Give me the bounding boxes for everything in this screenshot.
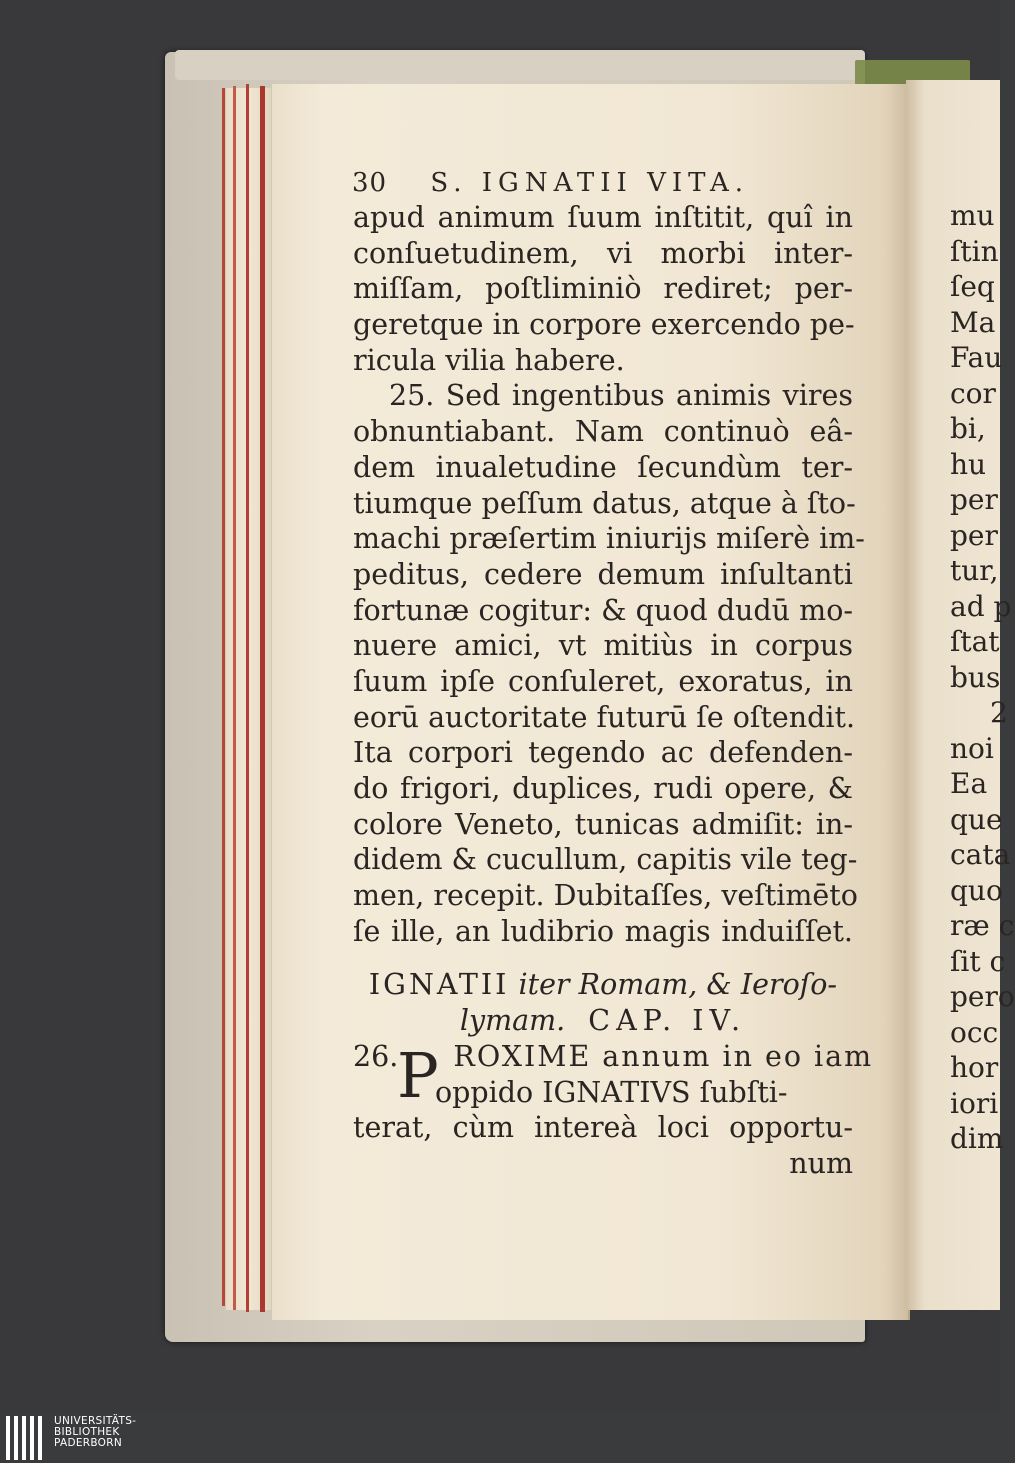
text-fragment: iori xyxy=(950,1086,999,1120)
logo-line: PADERBORN xyxy=(54,1437,122,1449)
text-fragment: bi, xyxy=(950,412,986,445)
text-fragment: quo xyxy=(950,873,1003,907)
chapter-heading-caps: IGNATII xyxy=(368,968,510,1002)
text-fragment: tur, xyxy=(950,554,999,587)
text-fragment: ſeq xyxy=(950,270,995,303)
chapter-heading-italic: iter Romam, & Ieroſo- xyxy=(518,968,838,1002)
text-fragment: Ma xyxy=(950,305,996,339)
text-line: tiumque peſſum datus, atque à ſto- xyxy=(353,486,856,520)
text-line: ſe ille, an ludibrio magis induiſſet. xyxy=(353,914,853,948)
text-line: eorū auctoritate futurū ſe oſtendit. xyxy=(353,700,856,734)
text-fragment: hor xyxy=(950,1051,999,1084)
text-fragment: ROXIME annum in eo iam xyxy=(453,1039,874,1073)
text-line: Ita corpori tegendo ac defenden- xyxy=(353,736,853,770)
red-page-edge xyxy=(222,88,225,1306)
text-fragment: occ xyxy=(950,1015,999,1049)
text-fragment: ad p xyxy=(950,589,1012,623)
red-page-edge xyxy=(260,86,265,1312)
text-line: dem inualetudine ſecundùm ter- xyxy=(353,450,853,484)
red-page-edge xyxy=(233,86,236,1310)
text-fragment: ſit c xyxy=(950,944,1006,978)
text-fragment: per xyxy=(950,483,998,516)
text-line: obnuntiabant. Nam continuò eâ- xyxy=(353,415,853,449)
chapter-heading-italic: lymam. xyxy=(459,1004,566,1038)
text-fragment: per xyxy=(950,518,998,552)
text-fragment: que xyxy=(950,802,1003,836)
chapter-heading xyxy=(353,1003,853,1039)
text-line: conſuetudinem, vi morbi inter- xyxy=(353,236,853,270)
red-page-edge xyxy=(246,84,249,1312)
text-line: colore Veneto, tunicas admiſit: in- xyxy=(353,807,853,841)
running-title: S. IGNATII VITA. xyxy=(430,168,750,198)
text-fragment: Ea xyxy=(950,767,988,800)
text-fragment: ſtat xyxy=(950,625,1000,658)
catchword: num xyxy=(789,1146,853,1180)
text-fragment: 2 xyxy=(990,696,1008,729)
text-line: apud animum ſuum inſtitit, quî in xyxy=(353,201,853,234)
text-line: men, recepit. Dubitaſſes, veſtimēto xyxy=(353,879,858,913)
page-text xyxy=(353,200,874,1182)
text-fragment: Fau xyxy=(950,341,1003,374)
drop-capital: P xyxy=(397,1038,439,1112)
text-fragment: cor xyxy=(950,376,996,410)
text-line: 25. Sed ingentibus animis vires xyxy=(389,379,853,413)
text-fragment: noi xyxy=(950,731,994,765)
text-line: didem & cucullum, capitis vile teg- xyxy=(353,843,858,877)
text-line: peditus, cedere demum inſultanti xyxy=(353,557,853,591)
library-logo-text xyxy=(54,1416,136,1449)
library-logo-icon xyxy=(6,1416,42,1460)
right-page-text xyxy=(950,198,1015,1157)
chapter-number: CAP. IV. xyxy=(588,1004,747,1038)
footer-bar xyxy=(0,1413,1000,1463)
text-line: geretque in corpore exercendo pe- xyxy=(353,308,855,342)
paragraph-26 xyxy=(353,1038,874,1182)
text-fragment: pero xyxy=(950,980,1015,1013)
text-fragment: ræ c xyxy=(950,909,1015,942)
text-fragment: bus xyxy=(950,660,1001,694)
text-line: do frigori, duplices, rudi opere, & xyxy=(353,772,853,805)
text-fragment: mu xyxy=(950,199,995,232)
page-number: 30 xyxy=(352,168,388,198)
text-fragment: dim xyxy=(950,1122,1004,1155)
text-line: ſuum ipſe conſuleret, exoratus, in xyxy=(353,664,853,698)
logo-line: BIBLIOTHEK xyxy=(54,1426,120,1438)
text-fragment: ſtin xyxy=(950,234,999,268)
text-line: fortunæ cogitur: & quod dudū mo- xyxy=(353,593,853,627)
text-line: miſſam, poſtliminiò rediret; per- xyxy=(353,272,853,306)
text-fragment: hu xyxy=(950,447,987,481)
text-line: nuere amici, vt mitiùs in corpus xyxy=(353,629,853,663)
running-header xyxy=(352,168,852,198)
book-cover-top xyxy=(175,50,865,80)
text-fragment: cata xyxy=(950,838,1011,871)
text-line: machi præſertim iniurijs miſerè im- xyxy=(353,522,865,556)
text-line: ricula vilia habere. xyxy=(353,343,625,377)
text-line: terat, cùm intereà loci opportu- xyxy=(353,1111,853,1145)
text-line: oppido IGNATIVS ſubſti- xyxy=(435,1075,788,1109)
chapter-heading xyxy=(353,967,853,1003)
paragraph-number: 26. xyxy=(353,1039,399,1073)
logo-line: UNIVERSITÄTS- xyxy=(54,1415,137,1427)
